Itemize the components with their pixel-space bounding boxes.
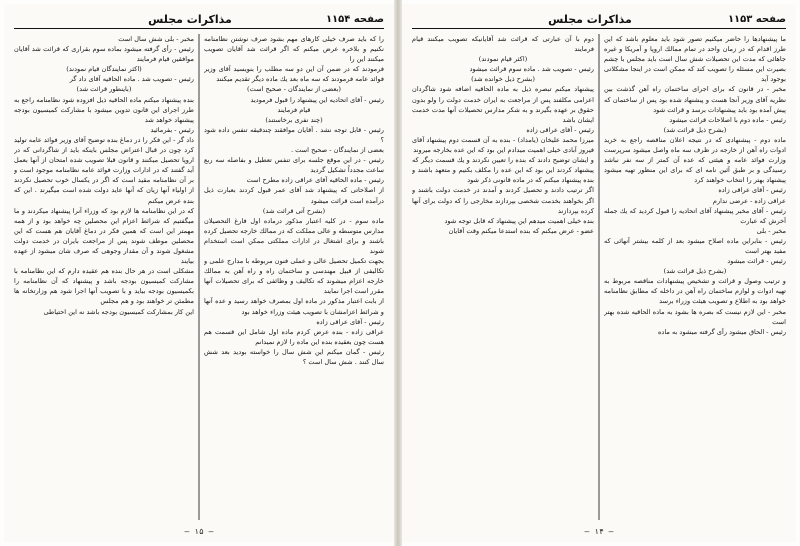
right-page-header	[412, 10, 786, 29]
paragraph: رئيس - قرائت ميشود	[727, 257, 786, 266]
paragraph: اگر ترتيب دادند و تحصيل كردند و آمدند در خدمت دولت باشند و اگر بخواهند بخدمت شخصی بپردازند مخارجی را كه دولت برای آنها كرده بپردازند	[412, 186, 594, 215]
paragraph: مخبر - در قانون كه برای اجرای ساختمان راه آهن گذشت بين نظريه آقای وزير آنجا هست و پيشنهاد شده بود پس از ساختمان كه پيش آمده بود بايد پيشنهادات برسد و قرائت شود	[604, 85, 786, 114]
left-page-column-right	[204, 34, 384, 520]
paragraph: رئيس - در اين موقع جلسه برای تنفس تعطيل و بفاصله سه ربع ساعت مجدداً تشكيل گرديد	[204, 156, 384, 175]
paragraph: داد گر - اين فكر را در دماغ بنده توضيح آقای وزير فوائد عامه توليد كرد چون در قبال اعتراض مجلس باينكه بايد از شاگردانی كه در اروپا تحصيل ميكنند و قانون قبلا تصويب شده امتحان از آنها بعمل آيد گفتند كه در ادارات وزارت فوائد عامه نظامنامه موجود است و بر آن نظامنامه مقيد است كه اگر در يكسال خوب تحصيل نكردند از اولياء آنها زيان كه آنها عايد دولت شده است ميگيرند . اين كه بنده عرض ميكنم	[14, 135, 194, 205]
left-page-label: صفحه ۱۱۵۴	[325, 13, 384, 25]
paragraph: بنده پيشنهاد ميكنم ماده الحاقيه ذيل افزوده شود نظامنامه راجع به طرز اجرای اين قانون تدوين ميشود با مشاركت كميسيون بودجه پيشنهاد خواهد شد	[14, 95, 194, 124]
paragraph: عضو - عرض ميكنم كه بنده استدعا ميكنم وقت آقايان	[448, 226, 594, 235]
paragraph: عراقی زاده - عرضی ندارم	[712, 196, 786, 205]
paragraph: را كه بايد صرف خيلی كارهای مهم بشود صرف نوشتن نظامنامه نكنيم و بلاخره عرض ميكنم كه اگر قرائت شد آقايان تصويب ميكنند اين را	[204, 35, 384, 64]
paragraph: اين كار بمشاركت كميسيون بودجه باشد نه اين احتياطی	[43, 307, 194, 316]
paragraph: ميرزا محمد عليخان (يامداد) - بنده به آن قسمت دوم پيشنهاد آقای فيروز آبادی خيلی اهميت ميدادم اين بود كه اين عده بخارجه ميروند	[412, 135, 594, 155]
paragraph: ما پيشنهادها را حاضر ميكنيم تصور شود بايد معلوم باشد كه اين طرز اقدام كه در زمان واحد در تمام ممالك اروپا و آمريكا و غيره جاهائی كه مدت اين تحصيلات شش سال است بايد مجلس با چشم بصيرت اين مسئله را تصويب كند كه ممكن است در اينجا مشكلاتی بوجود آيد	[604, 35, 786, 84]
left-page	[4, 4, 394, 542]
left-page-columns	[14, 34, 384, 520]
paragraph: دوم با آن عبارتی كه قرائت شد آقايانيكه تصويب ميكنند قيام فرمايند	[412, 35, 594, 54]
paragraph: (بشرح ذيل قرائت شد)	[663, 125, 727, 134]
left-page-number: — ۱۵ —	[184, 527, 214, 536]
paragraph: و ايشان توضيح دادند كه بنده را تعيين نكردند و يك قسمت ديگر كه پيشنهاد كردند اين بود كه اين عده را مكلف بكنيم و متعهد باشند و بنده پيشنهاد ميكنم كه در ماده قانونی ذكر شود	[412, 156, 594, 185]
right-page-columns	[412, 34, 786, 520]
paragraph: رئيس - آقای عراقی زاده	[526, 125, 594, 134]
left-running-title: مذاکرات مجلس	[148, 12, 232, 26]
paragraph: رئيس - تصويب شد . ماده سوم قرائت ميشود	[469, 65, 594, 74]
paragraph: عراقی زاده - بنده عرض كردم ماده اول شامل اين قسمت هم هست چون بعقيده بنده اين ماده را لازم نميدانم	[204, 327, 384, 346]
paragraph: رئيس - قابل توجه نشد . آقايان موافقند چندقيقه تنفس داده شود ؟	[204, 125, 384, 144]
paragraph: پيشنهاد ميكنم تبصره ذيل به ماده الحاقيه اضافه شود شاگردان اعزامی مكلفند پس از مراجعت به ايران خدمت دولت را ولو بدون حقوق بر عهده بگيرند و به شكر مدارس تحصيلات آنها مدت خدمت ايشان باشد	[412, 85, 594, 124]
paragraph: بجهت تكميل تحصيل عالی و عملی فنون مربوطه با مدارج علمی و تكاليفی از قبيل مهندسی و ساختمان راه و راه آهن به ممالك خارجه اعزام ميشوند كه تكاليف و وظائفی كه برای تحصيلات آنها مقرر است اجرا نمايند	[204, 257, 384, 296]
paragraph: رئيس - آقای اتحاديه اين پيشنهاد را قبول فرموديد	[250, 95, 384, 104]
paragraph: (بشرح ذيل قرائت شد)	[663, 267, 727, 276]
paragraph: رئيس - آقای عراقی زاده	[316, 317, 384, 326]
paragraph: (اكثر قيام نمودند)	[478, 55, 528, 64]
paragraph: رئيس - ماده الحاقيه آقای عراقی زاده مطرح است	[246, 176, 384, 185]
book-gutter	[394, 0, 402, 546]
paragraph: رئيس - الحاق ميشود رأی گرفته ميشود به ماده	[657, 327, 786, 336]
paragraph: بنده خيلی اهميت ميدهم اين پيشنهاد كه قابل توجه شود	[444, 216, 594, 225]
paragraph: مخبر - اين لازم نيست كه بصره ها بشود به ماده الحاقيه شده بهتر است	[604, 307, 786, 326]
right-page-number: — ۱۴ —	[584, 527, 614, 536]
paragraph: رئيس - ماده دوم با اصلاحات قرائت ميشود	[669, 115, 786, 124]
paragraph: (باينطور قرائت شد)	[76, 85, 132, 94]
paragraph: و ترتيب وصول و قرائت و تشخيص پيشنهادات مناقصه مربوط به تهيه ادوات و لوازم ساختمان راه آهن در داخله كه مطابق نظامنامه خواهد بود به اطلاع و تصويب هيئت وزراء برسد	[604, 277, 786, 306]
right-page	[402, 4, 796, 542]
paragraph: ماده سوم - در كليه اعتبار مذكور درماده اول فارغ التحصيلان مدارس متوسطه و عالی مملكت كه در ممالك خارجه تحصيل كرده باشند و برای اشتغال در ادارات مملكتی ممكن است استخدام شوند	[204, 216, 384, 255]
right-running-title: مذاكرات مجلس	[548, 12, 632, 26]
paragraph: رئيس - رأی گرفته ميشود بماده سوم بقراری كه قرائت شد آقايان موافقين قيام فرمايند	[14, 45, 194, 64]
paragraph: رئيس - بنابراين ماده اصلاح ميشود بعد از كلمه بيشتر آنهائی كه مفيد بهتر است	[604, 236, 786, 255]
left-page-column-left	[14, 34, 194, 520]
paragraph: رئيس - گمان ميكنم اين شش سال را خواسته بوديد بعد شش سال كنند . شش سال است ؟	[204, 347, 384, 366]
paragraph: (اكثر نمايندگان قيام نمودند)	[66, 65, 142, 74]
paragraph: (بشرح آتی قرائت شد)	[262, 206, 326, 215]
paragraph: (چند نفری برخاستند)	[265, 115, 323, 124]
right-page-column-right	[604, 34, 786, 520]
paragraph: (بعضی از نمايندگان - صحيح است)	[247, 85, 341, 94]
paragraph: كه در اين نظامنامه ها لازم بود كه وزراء آنرا پيشنهاد ميكردند و ما ميگفتيم كه شرائط اعزام اين محصلين چه خواهد بود و از همه مهمتر اين است كه همين فكر در دماغ آقايان هم هست كه اين محصلين موظف شوند پس از مراجعت بايران در خدمت دولت مشغول شوند و آن مقدار وجوهی كه صرف شان ميشود از عهده بيايند	[14, 206, 194, 266]
paragraph: بعضی از نمايندگان - صحيح است .	[290, 146, 384, 155]
paragraph: از بابت اعتبار مذكور در ماده اول بمصرف خواهد رسيد و عده آنها و شرائط اعزامشان با تصويب هيئت وزراء خواهد بود	[204, 297, 384, 316]
paragraph: رئيس - آقای مخبر پيشنهاد آقای اتحاديه را قبول كرديد كه يك جمله آخرش كه عبارت	[604, 206, 786, 225]
right-page-column-left	[412, 34, 594, 520]
right-page-label: صفحه ۱۱۵۳	[727, 13, 786, 25]
paragraph: ماده دوم - پيشنهادی كه در نتيجه اعلان مناقصه راجع به خريد ادوات راه آهن از خارجه در ظرف سه ماه واصل ميشود سرپرست وزارت فوائد عامه و هيئتی كه عده آن كمتر از سه نفر نباشد رسيدگی و بر طبق آئين نامه ای كه برای اين منظور تهيه ميشود پيشنهاد بهتر را انتخاب خواهند كرد	[604, 135, 786, 185]
left-page-header	[14, 10, 384, 29]
paragraph: رئيس - بفرمائيد	[150, 125, 194, 134]
paragraph: مشكلی است در هر حال بنده هم عقيده دارم كه اين نظامنامه با مشاركت كميسيون بودجه باشد و پيشنهاد كه آن نظامنامه را بكميسيون بودجه بيايد و با تصويب آنها اجرا شود هم وزارتخانه ها مطمئن تر خواهند بود و هم مجلس	[14, 267, 194, 306]
paragraph: از اصلاحاتی كه پيشنهاد شد آقای عمر قبول كردند بعبارت ذيل درآمده است قرائت ميشود	[204, 186, 384, 205]
paragraph: فرمودند كه در ضمن آن اين دو سه مطلب را بنويسيد آقای وزير فوائد عامه فرمودند كه سه ماه بعد يك ماده ديگر تقديم ميكنند	[204, 65, 384, 84]
paragraph: (بشرح ذيل خوانده شد)	[471, 75, 535, 84]
paragraph: قيام فرمايند	[277, 105, 311, 114]
paragraph: مخبر - بلی	[756, 226, 786, 235]
paragraph: مخبر - بلی شش سال است	[118, 35, 194, 43]
paragraph: رئيس - آقای عراقی زاده	[718, 186, 786, 195]
paragraph: رئيس - تصويب شد . ماده الحاقيه آقای داد گر	[69, 75, 194, 84]
